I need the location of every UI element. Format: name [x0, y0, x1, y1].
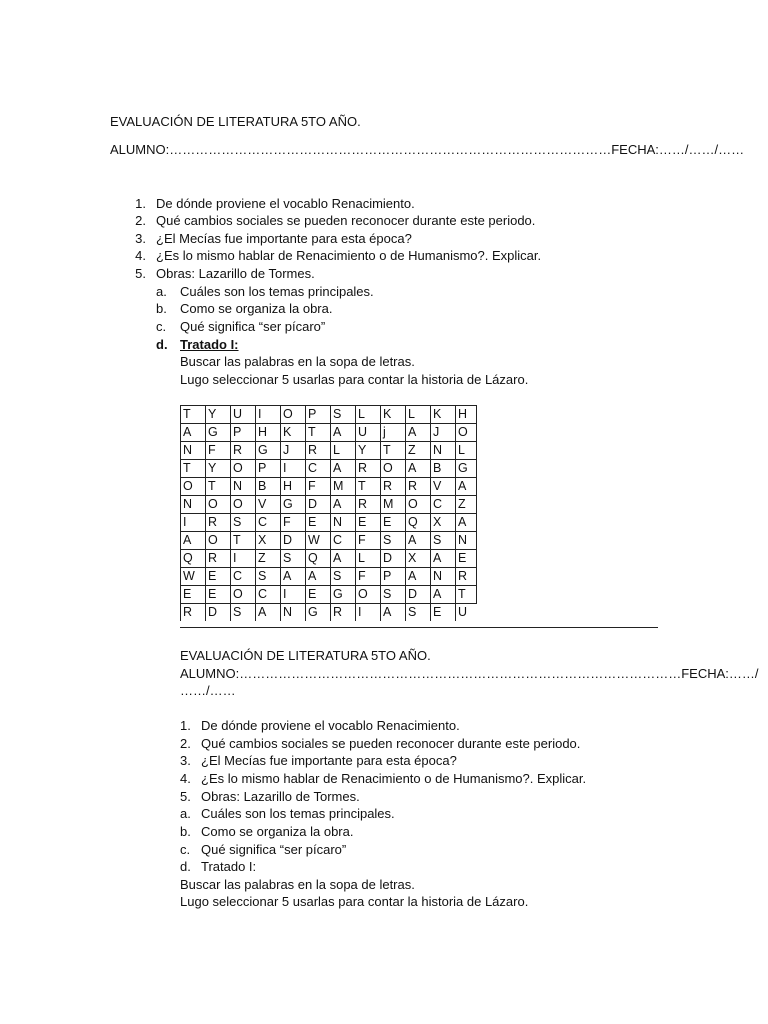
grid-cell: R: [206, 550, 231, 568]
grid-cell: V: [431, 478, 456, 496]
grid-cell: A: [306, 568, 331, 586]
grid-cell: S: [281, 550, 306, 568]
grid-row: [181, 460, 477, 478]
grid-cell: T: [206, 478, 231, 496]
grid-cell: N: [431, 442, 456, 460]
grid-cell: F: [206, 442, 231, 460]
grid-cell: B: [431, 460, 456, 478]
grid-cell: J: [281, 442, 306, 460]
grid-row: [181, 604, 477, 622]
list-item: b. Como se organiza la obra.: [156, 301, 333, 316]
grid-cell: O: [231, 586, 256, 604]
grid-cell: T: [381, 442, 406, 460]
list-item: b. Como se organiza la obra.: [180, 824, 354, 839]
grid-cell: T: [456, 586, 477, 604]
grid-cell: E: [431, 604, 456, 622]
grid-cell: N: [331, 514, 356, 532]
list-item: 5. Obras: Lazarillo de Tormes.: [180, 789, 360, 804]
grid-cell: C: [231, 568, 256, 586]
grid-cell: j: [381, 424, 406, 442]
grid-cell: A: [456, 514, 477, 532]
grid-cell: S: [331, 406, 356, 424]
grid-cell: Q: [306, 550, 331, 568]
grid-cell: S: [431, 532, 456, 550]
grid-cell: V: [256, 496, 281, 514]
grid-cell: F: [356, 568, 381, 586]
grid-cell: T: [356, 478, 381, 496]
grid-cell: Y: [206, 460, 231, 478]
grid-cell: Z: [406, 442, 431, 460]
grid-cell: A: [431, 550, 456, 568]
grid-cell: R: [231, 442, 256, 460]
grid-cell: E: [306, 514, 331, 532]
grid-cell: D: [306, 496, 331, 514]
grid-cell: O: [356, 586, 381, 604]
exam-title: EVALUACIÓN DE LITERATURA 5TO AÑO.: [180, 648, 431, 663]
word-search-grid: [180, 405, 477, 621]
grid-cell: S: [231, 604, 256, 622]
grid-row: [181, 586, 477, 604]
list-item: d. Tratado I:: [156, 337, 239, 352]
grid-cell: S: [331, 568, 356, 586]
grid-cell: A: [281, 568, 306, 586]
grid-cell: F: [356, 532, 381, 550]
grid-cell: W: [306, 532, 331, 550]
grid-cell: O: [456, 424, 477, 442]
grid-row: [181, 532, 477, 550]
grid-cell: A: [406, 568, 431, 586]
grid-cell: T: [306, 424, 331, 442]
grid-cell: R: [331, 604, 356, 622]
grid-cell: O: [406, 496, 431, 514]
grid-cell: H: [456, 406, 477, 424]
grid-cell: K: [431, 406, 456, 424]
grid-cell: S: [256, 568, 281, 586]
grid-cell: I: [181, 514, 206, 532]
instruction-search: Buscar las palabras en la sopa de letras.: [180, 877, 415, 892]
list-item: c. Qué significa “ser pícaro”: [156, 319, 326, 334]
grid-cell: O: [281, 406, 306, 424]
grid-cell: T: [181, 460, 206, 478]
list-item: 3. ¿El Mecías fue importante para esta época?: [180, 753, 457, 768]
grid-cell: Z: [256, 550, 281, 568]
grid-cell: G: [281, 496, 306, 514]
grid-cell: J: [431, 424, 456, 442]
grid-cell: P: [231, 424, 256, 442]
grid-row: [181, 424, 477, 442]
grid-cell: Y: [206, 406, 231, 424]
grid-cell: W: [181, 568, 206, 586]
list-item: 2. Qué cambios sociales se pueden reconocer durante este periodo.: [180, 736, 581, 751]
grid-cell: S: [381, 586, 406, 604]
grid-cell: A: [331, 550, 356, 568]
instruction-story: Lugo seleccionar 5 usarlas para contar la historia de Lázaro.: [180, 372, 529, 387]
grid-cell: L: [356, 406, 381, 424]
grid-row: [181, 568, 477, 586]
grid-cell: A: [381, 604, 406, 622]
grid-cell: C: [431, 496, 456, 514]
grid-cell: C: [256, 586, 281, 604]
grid-cell: X: [431, 514, 456, 532]
list-item: 5. Obras: Lazarillo de Tormes.: [135, 266, 315, 281]
grid-cell: S: [381, 532, 406, 550]
grid-cell: A: [406, 532, 431, 550]
grid-row: [181, 442, 477, 460]
grid-cell: C: [306, 460, 331, 478]
student-date-line: ALUMNO:…………………………………………………………………………………………FECHA:……/: [180, 666, 759, 681]
grid-cell: R: [206, 514, 231, 532]
grid-row: [181, 478, 477, 496]
grid-cell: A: [331, 460, 356, 478]
list-item: 1. De dónde proviene el vocablo Renacimiento.: [135, 196, 415, 211]
grid-cell: X: [256, 532, 281, 550]
grid-cell: H: [281, 478, 306, 496]
grid-cell: K: [281, 424, 306, 442]
grid-cell: Y: [356, 442, 381, 460]
grid-cell: D: [406, 586, 431, 604]
grid-cell: L: [356, 550, 381, 568]
grid-cell: Z: [456, 496, 477, 514]
list-item: c. Qué significa “ser pícaro”: [180, 842, 347, 857]
grid-cell: A: [456, 478, 477, 496]
grid-cell: I: [281, 586, 306, 604]
grid-cell: I: [256, 406, 281, 424]
grid-cell: R: [181, 604, 206, 622]
grid-cell: R: [406, 478, 431, 496]
grid-cell: Q: [181, 550, 206, 568]
grid-cell: L: [406, 406, 431, 424]
grid-cell: A: [331, 424, 356, 442]
grid-cell: A: [431, 586, 456, 604]
grid-cell: A: [181, 532, 206, 550]
grid-cell: R: [456, 568, 477, 586]
list-item: 3. ¿El Mecías fue importante para esta época?: [135, 231, 412, 246]
list-item: 1. De dónde proviene el vocablo Renacimiento.: [180, 718, 460, 733]
student-date-line-continued: ……/……: [180, 683, 236, 698]
grid-cell: M: [331, 478, 356, 496]
grid-cell: P: [381, 568, 406, 586]
grid-cell: E: [206, 568, 231, 586]
grid-cell: O: [206, 496, 231, 514]
grid-cell: N: [431, 568, 456, 586]
grid-cell: A: [331, 496, 356, 514]
grid-cell: T: [181, 406, 206, 424]
grid-cell: I: [231, 550, 256, 568]
grid-cell: D: [281, 532, 306, 550]
grid-row: [181, 406, 477, 424]
grid-cell: R: [356, 460, 381, 478]
grid-cell: P: [256, 460, 281, 478]
grid-cell: G: [306, 604, 331, 622]
list-item: 2. Qué cambios sociales se pueden reconocer durante este periodo.: [135, 213, 536, 228]
grid-cell: A: [406, 460, 431, 478]
grid-cell: G: [331, 586, 356, 604]
grid-cell: O: [381, 460, 406, 478]
grid-cell: S: [231, 514, 256, 532]
grid-cell: L: [331, 442, 356, 460]
grid-cell: E: [456, 550, 477, 568]
grid-cell: N: [181, 442, 206, 460]
list-item: a. Cuáles son los temas principales.: [156, 284, 374, 299]
grid-cell: B: [256, 478, 281, 496]
grid-cell: R: [356, 496, 381, 514]
grid-cell: D: [381, 550, 406, 568]
grid-cell: N: [281, 604, 306, 622]
grid-cell: N: [231, 478, 256, 496]
list-item: a. Cuáles son los temas principales.: [180, 806, 395, 821]
grid-cell: I: [281, 460, 306, 478]
grid-cell: U: [356, 424, 381, 442]
exam-title: EVALUACIÓN DE LITERATURA 5TO AÑO.: [110, 114, 361, 129]
grid-cell: D: [206, 604, 231, 622]
grid-cell: T: [231, 532, 256, 550]
student-date-line: ALUMNO:…………………………………………………………………………………………FECHA:……/……/……: [110, 142, 745, 157]
grid-cell: A: [181, 424, 206, 442]
grid-cell: U: [231, 406, 256, 424]
list-item: d. Tratado I:: [180, 859, 257, 874]
list-item: 4. ¿Es lo mismo hablar de Renacimiento o de Humanismo?. Explicar.: [180, 771, 587, 786]
grid-cell: E: [356, 514, 381, 532]
grid-cell: P: [306, 406, 331, 424]
instruction-search: Buscar las palabras en la sopa de letras.: [180, 354, 415, 369]
grid-cell: L: [456, 442, 477, 460]
grid-cell: R: [306, 442, 331, 460]
grid-cell: F: [306, 478, 331, 496]
grid-cell: E: [206, 586, 231, 604]
grid-cell: M: [381, 496, 406, 514]
grid-cell: N: [456, 532, 477, 550]
grid-cell: O: [231, 460, 256, 478]
list-item: 4. ¿Es lo mismo hablar de Renacimiento o de Humanismo?. Explicar.: [135, 248, 542, 263]
grid-cell: I: [356, 604, 381, 622]
grid-cell: K: [381, 406, 406, 424]
grid-cell: A: [406, 424, 431, 442]
grid-cell: O: [206, 532, 231, 550]
grid-row: [181, 496, 477, 514]
grid-cell: Q: [406, 514, 431, 532]
grid-cell: O: [181, 478, 206, 496]
grid-cell: X: [406, 550, 431, 568]
section-divider: [180, 627, 658, 628]
grid-row: [181, 514, 477, 532]
grid-cell: F: [281, 514, 306, 532]
grid-cell: R: [381, 478, 406, 496]
grid-cell: N: [181, 496, 206, 514]
grid-cell: H: [256, 424, 281, 442]
instruction-story: Lugo seleccionar 5 usarlas para contar la historia de Lázaro.: [180, 894, 529, 909]
grid-cell: G: [206, 424, 231, 442]
grid-cell: S: [406, 604, 431, 622]
grid-cell: E: [306, 586, 331, 604]
grid-cell: C: [331, 532, 356, 550]
grid-row: [181, 550, 477, 568]
grid-cell: E: [381, 514, 406, 532]
grid-cell: U: [456, 604, 477, 622]
grid-cell: A: [256, 604, 281, 622]
grid-cell: C: [256, 514, 281, 532]
grid-cell: E: [181, 586, 206, 604]
grid-cell: G: [456, 460, 477, 478]
grid-cell: O: [231, 496, 256, 514]
grid-cell: G: [256, 442, 281, 460]
